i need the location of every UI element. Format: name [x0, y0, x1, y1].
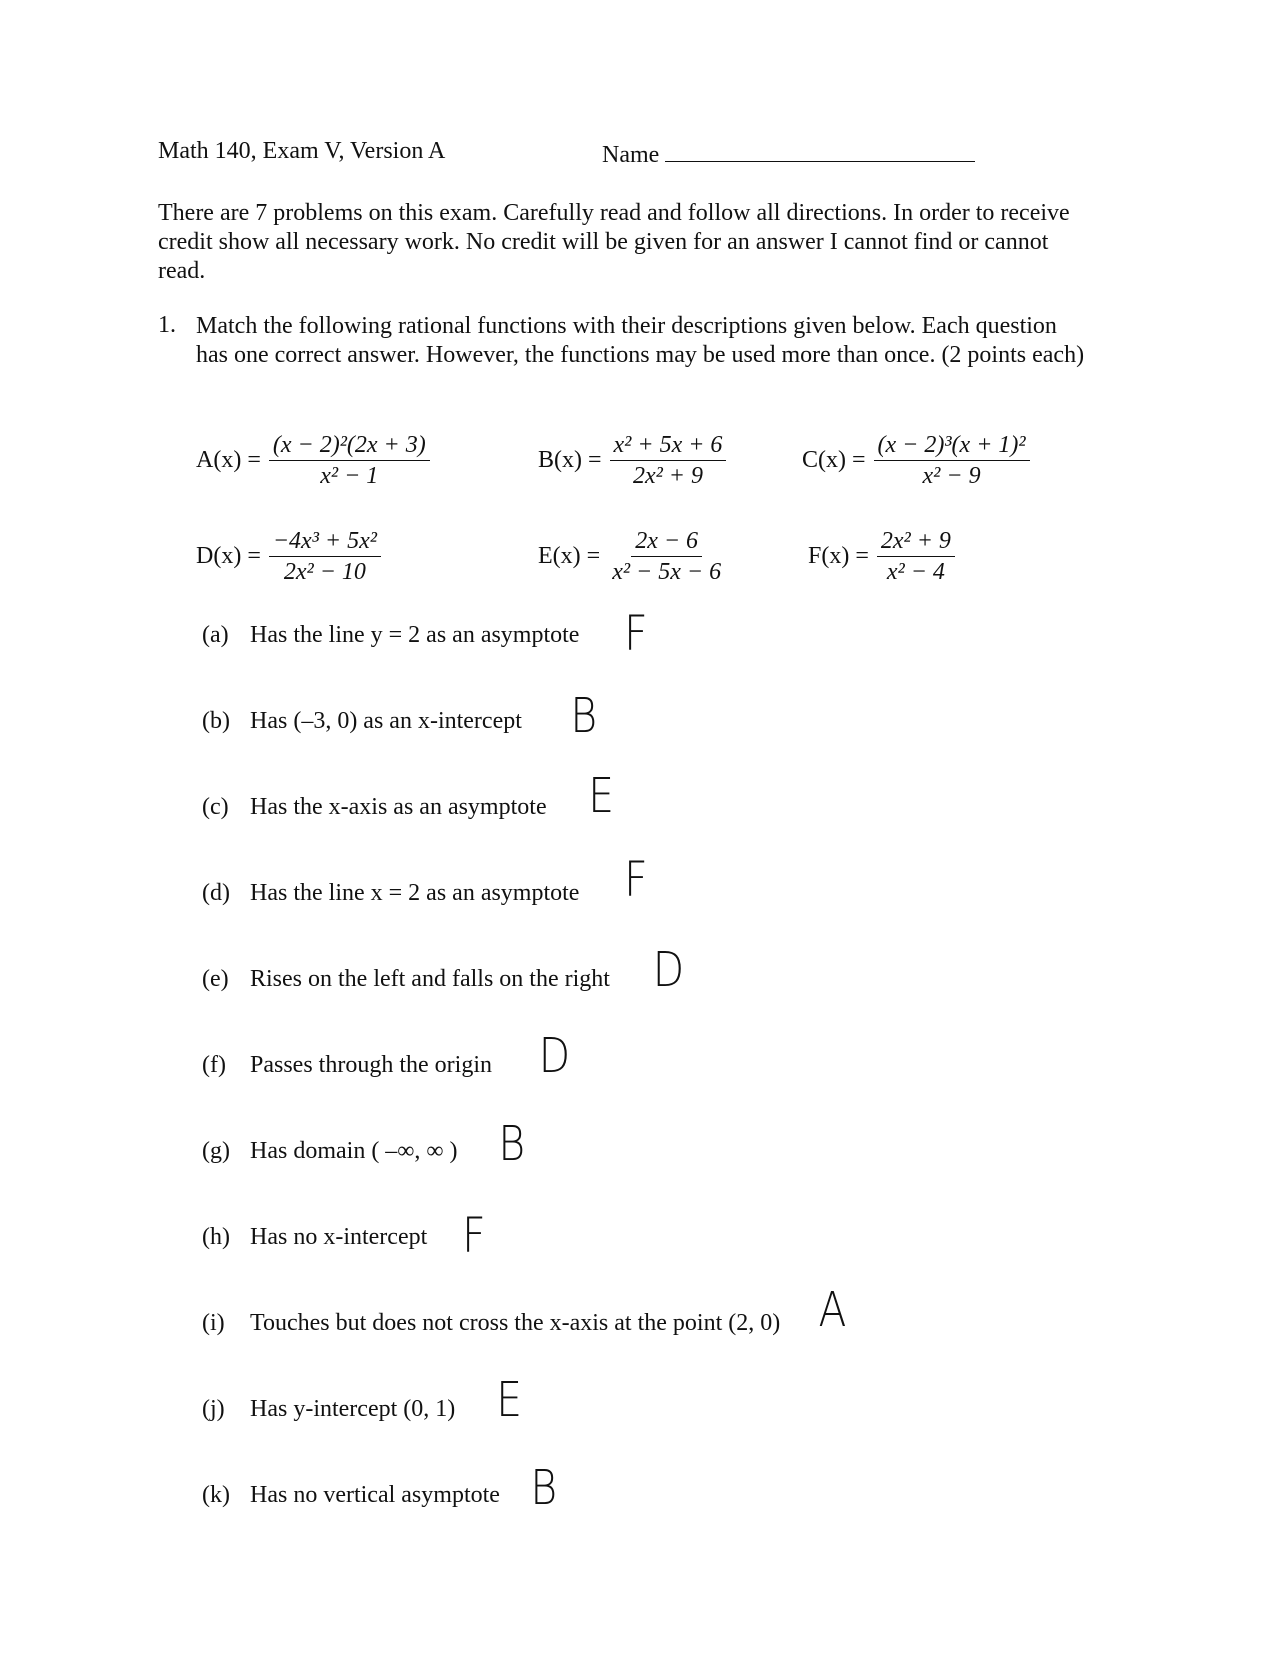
item-letter: (h)	[202, 1224, 230, 1250]
handwritten-answer: A	[818, 1282, 847, 1338]
handwritten-answer: F	[624, 852, 648, 908]
handwritten-answer: D	[538, 1028, 571, 1084]
function-fraction	[269, 528, 381, 585]
item-letter: (i)	[202, 1310, 225, 1336]
denominator: x² − 5x − 6	[612, 559, 722, 585]
item-text: Rises on the left and falls on the right	[250, 966, 610, 992]
problem-text: Match the following rational functions with their descriptions given below. Each question has one correct answer. However, the functions may be used more than once. (2 points each)	[196, 313, 1085, 368]
denominator: x² − 9	[922, 463, 981, 489]
item-b	[202, 708, 522, 735]
course-title: Math 140, Exam V, Version A	[158, 138, 446, 164]
function-label: C(x) =	[802, 447, 866, 473]
item-text: Has the line y = 2 as an asymptote	[250, 622, 580, 648]
handwritten-answer: E	[588, 768, 615, 824]
item-text: Has y-intercept (0, 1)	[250, 1396, 456, 1422]
function-a	[196, 432, 430, 489]
function-c	[802, 432, 1030, 489]
item-text: Has no x-intercept	[250, 1224, 428, 1250]
item-letter: (d)	[202, 880, 230, 906]
numerator: −4x³ + 5x²	[269, 528, 381, 557]
handwritten-answer: D	[652, 942, 685, 998]
denominator: 2x² + 9	[632, 463, 703, 489]
denominator: x² − 4	[886, 559, 945, 585]
function-label: D(x) =	[196, 543, 261, 569]
name-field	[602, 137, 975, 170]
handwritten-answer: F	[624, 606, 648, 662]
name-blank-line	[665, 137, 975, 162]
item-letter: (c)	[202, 794, 229, 820]
item-letter: (b)	[202, 708, 230, 734]
item-i	[202, 1310, 780, 1337]
item-e	[202, 966, 610, 993]
numerator: 2x − 6	[631, 528, 702, 557]
item-k	[202, 1482, 500, 1509]
problem-number: 1.	[158, 312, 176, 338]
function-label: B(x) =	[538, 447, 602, 473]
numerator: x² + 5x + 6	[610, 432, 727, 461]
item-text: Has the x-axis as an asymptote	[250, 794, 547, 820]
item-letter: (f)	[202, 1052, 226, 1078]
handwritten-answer: F	[462, 1208, 486, 1264]
item-d	[202, 880, 579, 907]
function-f	[808, 528, 955, 585]
function-label: E(x) =	[538, 543, 601, 569]
item-f	[202, 1052, 492, 1079]
item-text: Has (–3, 0) as an x-intercept	[250, 708, 522, 734]
item-letter: (a)	[202, 622, 229, 648]
exam-instructions: There are 7 problems on this exam. Carefully read and follow all directions. In order to receive credit show all necessary work. No credit will be given for an answer I cannot find or cannot read.	[158, 200, 1070, 284]
item-letter: (k)	[202, 1482, 230, 1508]
handwritten-answer: B	[498, 1116, 526, 1172]
item-text: Has the line x = 2 as an asymptote	[250, 880, 580, 906]
item-a	[202, 622, 579, 649]
item-j	[202, 1396, 455, 1423]
numerator: 2x² + 9	[877, 528, 955, 557]
function-fraction	[610, 432, 727, 489]
item-letter: (j)	[202, 1396, 225, 1422]
name-label: Name	[602, 142, 660, 168]
function-label: F(x) =	[808, 543, 869, 569]
item-letter: (e)	[202, 966, 229, 992]
item-text: Passes through the origin	[250, 1052, 492, 1078]
item-g	[202, 1138, 458, 1165]
function-fraction	[608, 528, 725, 585]
item-text: Touches but does not cross the x-axis at the point (2, 0)	[250, 1310, 781, 1336]
function-label: A(x) =	[196, 447, 261, 473]
item-c	[202, 794, 547, 821]
function-e	[538, 528, 725, 585]
denominator: 2x² − 10	[283, 559, 366, 585]
numerator: (x − 2)³(x + 1)²	[874, 432, 1030, 461]
function-fraction	[877, 528, 955, 585]
handwritten-answer: B	[530, 1460, 558, 1516]
handwritten-answer: E	[496, 1372, 523, 1428]
handwritten-answer: B	[570, 688, 598, 744]
item-h	[202, 1224, 427, 1251]
function-fraction	[874, 432, 1030, 489]
item-text: Has no vertical asymptote	[250, 1482, 500, 1508]
function-b	[538, 432, 726, 489]
item-text: Has domain ( –∞, ∞ )	[250, 1138, 458, 1164]
denominator: x² − 1	[320, 463, 379, 489]
item-letter: (g)	[202, 1138, 230, 1164]
function-fraction	[269, 432, 430, 489]
numerator: (x − 2)²(2x + 3)	[269, 432, 430, 461]
function-d	[196, 528, 381, 585]
